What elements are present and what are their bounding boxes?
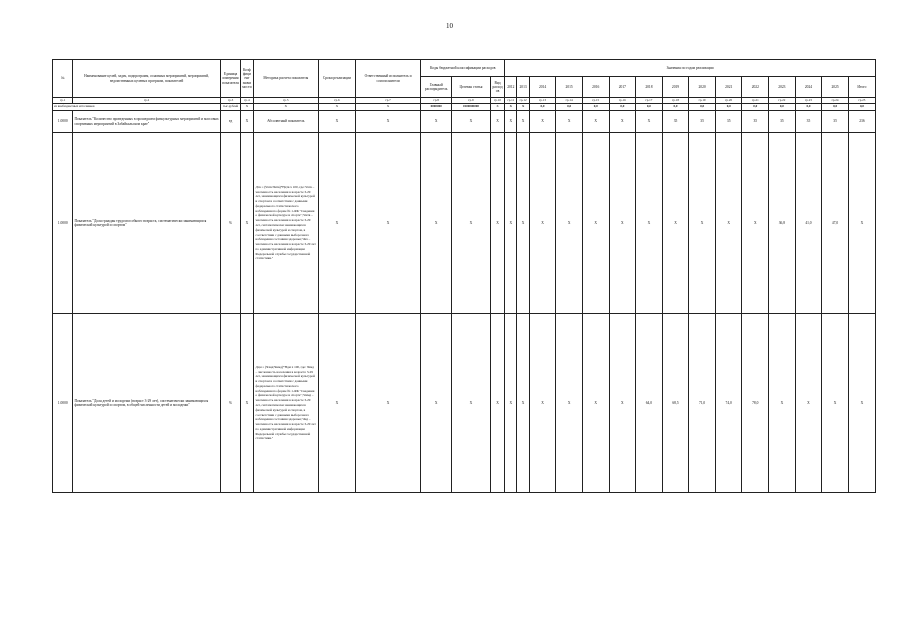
header-kbk-main: Главный распорядитель (421, 77, 452, 98)
header-year: 2025 (822, 77, 849, 98)
indicator-num: 1.0000 (53, 133, 73, 314)
indicator-year-value: X (582, 111, 609, 133)
source-year-value: 0,0 (822, 104, 849, 111)
indicator-kbk-article: X (452, 111, 491, 133)
column-number: гр.14 (556, 98, 583, 104)
indicator-year-value: X (505, 133, 517, 314)
indicator-kbk-article: X (452, 314, 491, 493)
header-year: 2017 (609, 77, 636, 98)
indicator-year-value: X (609, 314, 636, 493)
column-number: гр.25 (848, 98, 875, 104)
indicator-coef: X (241, 111, 253, 133)
indicator-year-value: X (582, 314, 609, 493)
indicator-year-value: X (582, 133, 609, 314)
source-method: X (253, 104, 318, 111)
indicator-name: Показатель "Доля детей и молодежи (возраст 3-29 лет), систематически занимающихся физической культурой и спортом, в общей численности детей и молодежи" (73, 314, 220, 493)
source-year-value: 0,0 (662, 104, 689, 111)
column-number: гр.18 (662, 98, 689, 104)
column-number: гр.23 (795, 98, 822, 104)
indicator-method: Ддм = (Чзмд/Чнмд)*Ндм х 100, где: Чзмд – численность населения в возрасте 3-29 лет, занимающихся физической культурой и спортом в соответствии с данными федерального статистического наблюдения по форме № 1-ФК "Сведения о физической культуре и спорте"; Чнмд – численность населения в возрасте 3-29 лет, систематически занимающихся физической культурой и спортом, в соответствии с данными выборочного наблюдения состояния здоровья; Чнд – численность населения в возрасте 3-29 лет по административной информации Федеральной службы государственной статистики." (253, 314, 318, 493)
source-year-value: 0,0 (556, 104, 583, 111)
header-year: 2023 (769, 77, 796, 98)
header-year: 2016 (582, 77, 609, 98)
indicator-kbk-main: X (421, 314, 452, 493)
column-number: гр.12 (517, 98, 529, 104)
source-unit: тыс.рублей (220, 104, 240, 111)
indicator-responsible: X (355, 133, 420, 314)
source-year-value: 0,0 (609, 104, 636, 111)
indicator-year-value: X (556, 314, 583, 493)
indicator-year-value: 35 (742, 111, 769, 133)
column-number: гр.10 (490, 98, 504, 104)
column-number: гр.20 (715, 98, 742, 104)
indicator-row (53, 111, 876, 133)
header-term: Сроки реализации (319, 60, 356, 98)
header-num: № (53, 60, 73, 98)
column-number: гр.15 (582, 98, 609, 104)
indicator-year-value: X (689, 133, 716, 314)
indicator-coef: X (241, 314, 253, 493)
header-year: 2013 (517, 77, 529, 98)
column-number: гр.6 (319, 98, 356, 104)
indicator-responsible: X (355, 314, 420, 493)
indicator-year-value: X (517, 314, 529, 493)
column-number: гр.4 (241, 98, 253, 104)
indicator-unit: ед (220, 111, 240, 133)
header-year: 2018 (636, 77, 663, 98)
indicator-year-value: X (609, 111, 636, 133)
indicator-year-value: 35 (662, 111, 689, 133)
column-number: гр.1 (53, 98, 73, 104)
indicator-year-value: X (505, 111, 517, 133)
indicator-row (53, 314, 876, 493)
indicator-year-value: X (517, 133, 529, 314)
indicator-year-value: X (529, 314, 556, 493)
indicator-row (53, 133, 876, 314)
source-year-value: 0,0 (529, 104, 556, 111)
indicator-year-value: X (517, 111, 529, 133)
source-year-value: 0,0 (742, 104, 769, 111)
indicator-term: X (319, 133, 356, 314)
indicator-method: Абсолютный показатель (253, 111, 318, 133)
indicator-method: Дтв = (Чзтв/Чнтв)*Ндтв х 100, где: Чзтв – численность населения в возрасте 3-29 лет, занимающихся физической культурой и спортом в соответствии с данными федерального статистического наблюдения по форме № 1-ФК "Сведения о физической культуре и спорте"; Чнтв – численность населения в возрасте 3-29 лет, систематически занимающихся физической культурой и спортом, в соответствии с данными выборочного наблюдения состояния здоровья; Чнз – численность населения в возрасте 3-29 лет по административной информации Федеральной службы государственной статистики." (253, 133, 318, 314)
indicator-year-value: X (556, 111, 583, 133)
column-number: гр.13 (529, 98, 556, 104)
header-year: 2021 (715, 77, 742, 98)
header-kbk-group: Коды бюджетной классификации расходов (421, 60, 505, 77)
indicator-total: X (848, 314, 875, 493)
header-year: 2015 (556, 77, 583, 98)
indicator-year-value: X (822, 314, 849, 493)
indicator-num: 1.0000 (53, 111, 73, 133)
column-number: гр.8 (421, 98, 452, 104)
source-kbk-main: 0000000 (421, 104, 452, 111)
indicator-year-value: X (609, 133, 636, 314)
column-number: гр.9 (452, 98, 491, 104)
indicator-name: Показатель "Количество проведенных в прошедшем физкультурных мероприятий и массовых спортивных мероприятий в Забайкальском крае" (73, 111, 220, 133)
indicator-year-value: 47,0 (822, 133, 849, 314)
indicator-term: X (319, 314, 356, 493)
indicator-year-value: 68,5 (662, 314, 689, 493)
column-number: гр.17 (636, 98, 663, 104)
indicator-year-value: X (636, 133, 663, 314)
header-values-group: Значения по годам реализации (505, 60, 876, 77)
indicator-unit: % (220, 314, 240, 493)
indicator-year-value: X (529, 111, 556, 133)
source-year-value: 0,0 (769, 104, 796, 111)
indicator-year-value: 35 (795, 111, 822, 133)
indicator-year-value: X (529, 133, 556, 314)
source-year-value: X (505, 104, 517, 111)
column-number: гр.21 (742, 98, 769, 104)
header-kbk-type: Вид расходов (490, 77, 504, 98)
indicator-responsible: X (355, 111, 420, 133)
header-method: Методика расчета показателя (253, 60, 318, 98)
source-year-value: 0,0 (795, 104, 822, 111)
column-number: гр.24 (822, 98, 849, 104)
header-year: 2019 (662, 77, 689, 98)
source-coef: X (241, 104, 253, 111)
indicator-year-value: 71,0 (689, 314, 716, 493)
indicator-year-value: 78,0 (742, 314, 769, 493)
indicator-kbk-article: X (452, 133, 491, 314)
indicator-year-value: 36,8 (769, 133, 796, 314)
indicator-kbk-type: X (490, 133, 504, 314)
source-label: из внебюджетных источников (53, 104, 221, 111)
indicator-year-value: 35 (822, 111, 849, 133)
indicator-num: 1.0000 (53, 314, 73, 493)
indicator-year-value: X (556, 133, 583, 314)
indicator-year-value: 41,0 (795, 133, 822, 314)
header-unit: Единица измерения показателя (220, 60, 240, 98)
column-number: гр.3 (220, 98, 240, 104)
source-year-value: 0,0 (636, 104, 663, 111)
source-year-value: 0,0 (689, 104, 716, 111)
header-coef: Коэффициент значимости (241, 60, 253, 98)
indicator-kbk-main: X (421, 133, 452, 314)
header-name: Наименование целей, задач, подпрограмм, основных мероприятий, мероприятий, ведомственных целевых программ, показателей (73, 60, 220, 98)
header-year: 2024 (795, 77, 822, 98)
indicator-total: X (848, 133, 875, 314)
column-number: гр.11 (505, 98, 517, 104)
indicator-year-value: 35 (689, 111, 716, 133)
indicator-year-value: X (769, 314, 796, 493)
indicator-year-value: 35 (715, 111, 742, 133)
source-year-value: X (517, 104, 529, 111)
indicator-year-value: X (662, 133, 689, 314)
program-indicators-table (52, 59, 876, 493)
indicator-name: Показатель "Доля граждан трудоспособного возраста, систематически занимающихся физической культурой и спортом" (73, 133, 220, 314)
header-total: Итого (848, 77, 875, 98)
indicator-year-value: 35 (769, 111, 796, 133)
indicator-kbk-type: X (490, 111, 504, 133)
source-responsible: X (355, 104, 420, 111)
indicator-year-value: 64,0 (636, 314, 663, 493)
indicator-year-value: X (742, 133, 769, 314)
column-number: гр.19 (689, 98, 716, 104)
indicator-year-value: X (505, 314, 517, 493)
indicator-year-value: X (636, 111, 663, 133)
header-kbk-article: Целевая статья (452, 77, 491, 98)
indicator-total: 236 (848, 111, 875, 133)
indicator-term: X (319, 111, 356, 133)
header-year: 2022 (742, 77, 769, 98)
page-number: 10 (446, 22, 453, 30)
source-kbk-type: X (490, 104, 504, 111)
source-year-value: 0,0 (582, 104, 609, 111)
header-year: 2014 (529, 77, 556, 98)
header-responsible: Ответственный исполнитель и соисполнители (355, 60, 420, 98)
column-number: гр.2 (73, 98, 220, 104)
indicator-kbk-main: X (421, 111, 452, 133)
source-term: X (319, 104, 356, 111)
header-row-top (53, 60, 876, 77)
column-number: гр.5 (253, 98, 318, 104)
funding-source-row (53, 104, 876, 111)
header-year: 2020 (689, 77, 716, 98)
indicator-unit: % (220, 133, 240, 314)
column-number: гр.7 (355, 98, 420, 104)
column-number: гр.22 (769, 98, 796, 104)
header-year: 2012 (505, 77, 517, 98)
source-kbk-article: 0100000000 (452, 104, 491, 111)
source-total: 0,0 (848, 104, 875, 111)
indicator-year-value: 74,0 (715, 314, 742, 493)
indicator-year-value: X (795, 314, 822, 493)
column-number: гр.16 (609, 98, 636, 104)
source-year-value: 0,0 (715, 104, 742, 111)
indicator-kbk-type: X (490, 314, 504, 493)
indicator-coef: X (241, 133, 253, 314)
indicator-year-value: X (715, 133, 742, 314)
